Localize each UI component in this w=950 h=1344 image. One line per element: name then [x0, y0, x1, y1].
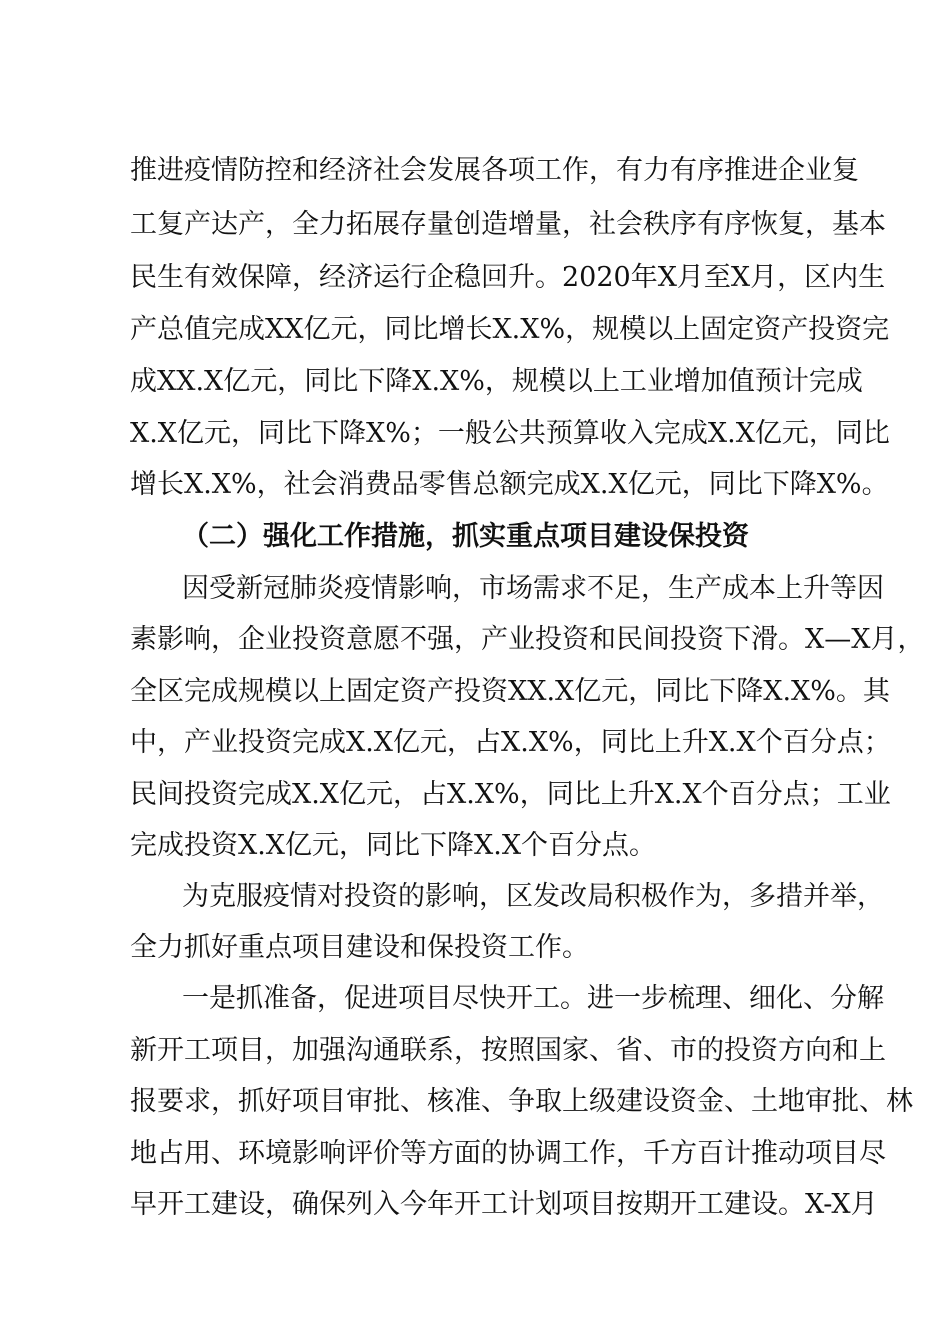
body-text-line: 报要求，抓好项目审批、核准、争取上级建设资金、土地审批、林 [130, 1086, 913, 1117]
body-text-line: 地占用、环境影响评价等方面的协调工作，千方百计推动项目尽 [130, 1138, 886, 1169]
body-text-line: 全区完成规模以上固定资产投资XX.X亿元，同比下降X.X%。其 [130, 676, 890, 707]
paragraph-first-line: 一是抓准备，促进项目尽快开工。进一步梳理、细化、分解 [182, 983, 884, 1014]
body-text-line: 民间投资完成X.X亿元，占X.X%，同比上升X.X个百分点；工业 [130, 779, 891, 810]
body-text-line: 增长X.X%，社会消费品零售总额完成X.X亿元，同比下降X%。 [130, 469, 889, 500]
body-text-line: 完成投资X.X亿元，同比下降X.X个百分点。 [130, 830, 657, 861]
body-text-line: 成XX.X亿元，同比下降X.X%，规模以上工业增加值预计完成 [130, 366, 863, 397]
body-text-line: 推进疫情防控和经济社会发展各项工作，有力有序推进企业复 [130, 155, 859, 186]
body-text-line: 中，产业投资完成X.X亿元，占X.X%，同比上升X.X个百分点； [130, 727, 891, 758]
body-text-line: X.X亿元，同比下降X%；一般公共预算收入完成X.X亿元，同比 [130, 418, 890, 449]
body-text-line: 工复产达产，全力拓展存量创造增量，社会秩序有序恢复，基本 [130, 209, 886, 240]
body-text-line: 早开工建设，确保列入今年开工计划项目按期开工建设。X-X月 [130, 1189, 878, 1220]
paragraph-first-line: 为克服疫情对投资的影响，区发改局积极作为，多措并举， [182, 881, 884, 912]
paragraph-first-line: 因受新冠肺炎疫情影响，市场需求不足，生产成本上升等因 [182, 573, 884, 604]
body-text-line: 民生有效保障，经济运行企稳回升。2020年X月至X月，区内生 [130, 262, 886, 293]
body-text-line: 新开工项目，加强沟通联系，按照国家、省、市的投资方向和上 [130, 1035, 886, 1066]
section-heading: （二）强化工作措施，抓实重点项目建设保投资 [182, 521, 749, 552]
body-text-line: 素影响，企业投资意愿不强，产业投资和民间投资下滑。X—X月， [130, 624, 925, 655]
body-text-line: 产总值完成XX亿元，同比增长X.X%，规模以上固定资产投资完 [130, 314, 890, 345]
body-text-line: 全力抓好重点项目建设和保投资工作。 [130, 932, 589, 963]
